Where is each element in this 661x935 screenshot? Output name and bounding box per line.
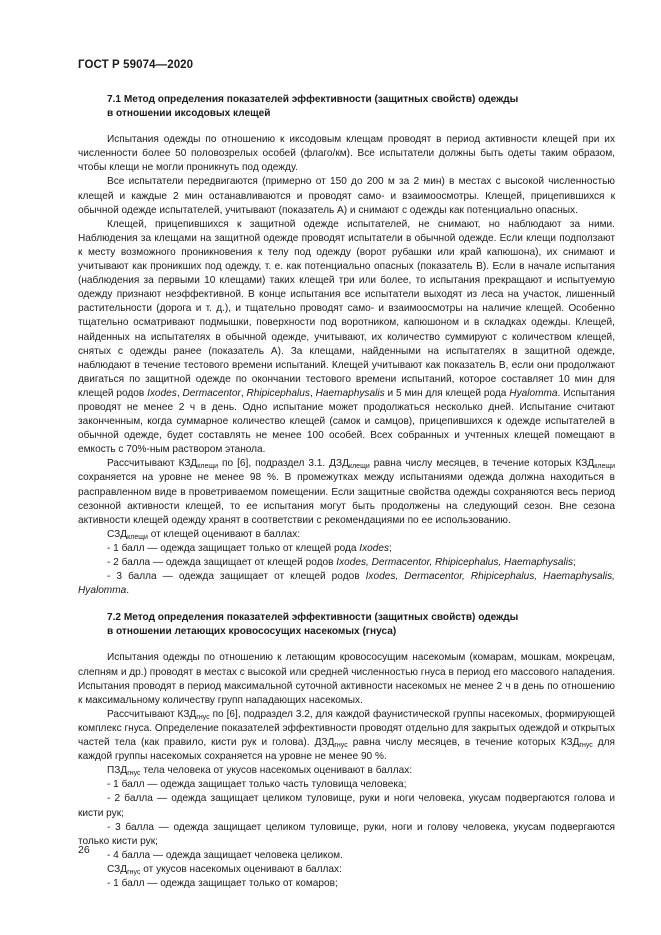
list-intro: $ПЗД_{гнус}$ тела человека от укусов насекомых оценивают в баллах: bbox=[107, 765, 413, 778]
paragraph: Рассчитывают $КЗД_{клещи}$ по [6], подраздел 3.1. $ДЗД_{клещи}$ равна числу месяцев, в течение которых $КЗД_{клещи}$ сохраняется на уровне не менее 98 %. В промежутках между испытаниями одежда должна находиться в расправленном виде в проветриваемом помещении. Если защитные свойства одежды сохраняются весь период сезонной активности клещей, то ее испытания могут быть продолжены на следующий сезон. Вне сезона активности клещей одежду хранят в соответствии с рекомендациями по ее использованию. bbox=[78, 458, 616, 526]
paragraph: Испытания одежды по отношению к летающим кровососущим насекомым (комарам, мошкам, мокрецам, слепням и др.) проводят в местах с высокой или средней численностью гнуса в период его массового нападения. Испытания проводят в период максимальной суточной активности насекомых не менее 2 ч в день по отношению к максимальному количеству групп нападающих насекомых. bbox=[78, 652, 615, 706]
section-7-2-heading: 7.2 Метод определения показателей эффективности (защитных свойств) одежды в отношении летающих кровососущих насекомых (гнуса) bbox=[107, 612, 519, 638]
paragraph: Клещей, прицепившихся к защитной одежде испытателей, не снимают, но наблюдают за ними. Наблюдения за клещами на защитной одежде проводят испытатели в обычной одежде. Если клещи подползают к месту возможного проникновения к телу под одежду (ворот рубашки или край капюшона), их снимают и учитывают как проникших под одежду, т. е. как потенциально опасных (показатель В). Если в начале испытания (наблюдения за первыми 10 клещами) таких клещей три или более, то испытания прекращают и испытуемую одежду признают неэффективной. В конце испытания все испытатели выходят из леса на участок, лишенный растительности (дорога и т. д.), и тщательно проводят само- и взаимоосмотры на наличие клещей. Особенно тщательно осматривают подмышки, поверхности под воротником, капюшоном и в складках одежды. Клещей, найденных на испытателях в обычной одежде, учитывают, их количество суммируют с количеством клещей, снятых с одежды ранее (показатель А). За клещами, найденными на испытателях в защитной одежде, наблюдают в течение тестового времени испытаний. Клещей учитывают как показатель В, если они продолжают двигаться по защитной одежде по окончании тестового времени испытаний, которое составляет 10 мин для клещей родов Ixodes, Dermacentor, Rhipicephalus, Haemaphysalis и 5 мин для клещей рода Hyalomma. Испытания проводят не менее 2 ч в день. Одно испытание может продолжаться несколько дней. Испытание считают законченным, когда суммарное количество клещей (самок и самцов), прицепившихся к одежде испытателей в обычной одежде, будет составлять не менее 100 особей. Всех собранных и учтенных клещей помещают в емкость с 70%-ным раствором этанола. bbox=[78, 218, 616, 456]
list-item: - 2 балла — одежда защищает целиком туловище, руки и ноги человека, укусам подвергаются голова и кисти рук; bbox=[78, 793, 615, 819]
list-item: - 1 балл — одежда защищает только от комаров; bbox=[107, 877, 338, 889]
list-intro: $СЗД_{гнус}$ от укусов насекомых оценивают в баллах: bbox=[107, 863, 342, 876]
section-7-1-heading: 7.1 Метод определения показателей эффективности (защитных свойств) одежды в отношении иксодовых клещей bbox=[107, 94, 519, 120]
list-item: - 3 балла — одежда защищает целиком туловище, руки, ноги и голову человека, укусам подвергаются только кисти рук; bbox=[78, 821, 615, 847]
list-item: - 4 балла — одежда защищает человека целиком. bbox=[107, 849, 343, 861]
list-item: - 2 балла — одежда защищает от клещей родов Ixodes, Dermacentor, Rhipicephalus, Haemaphysalis; bbox=[107, 557, 576, 568]
paragraph: Испытания одежды по отношению к иксодовым клещам проводят в период активности клещей при их численности более 50 половозрелых особей (флаго/км). Все испытатели должны быть одеты таким образом, чтобы клещи не могли проникнуть под одежду. bbox=[78, 134, 615, 174]
paragraph: Все испытатели передвигаются (примерно от 150 до 200 м за 2 мин) в местах с высокой численностью клещей и каждые 2 мин останавливаются и проводят само- и взаимоосмотры. Клещей, прицепившихся к обычной одежде испытателей, учитывают (показатель А) и снимают с одежды как потенциально опасных. bbox=[78, 176, 615, 216]
list-item: - 3 балла — одежда защищает от клещей родов Ixodes, Dermacentor, Rhipicephalus, Haemaphysalis, Hyalomma. bbox=[78, 571, 615, 597]
paragraph: Рассчитывают $КЗД_{гнус}$ по [6], подраздел 3.2, для каждой фаунистической группы насекомых, формирующей комплекс гнуса. Определение показателей эффективности проводят отдельно для закрытых одеждой и открытых частей тела (как правило, кисти рук и голова). $ДЗД_{гнус}$ равна числу месяцев, в течение которых $КЗД_{гнус}$ для каждой группы насекомых сохраняется на уровне не менее 90 %. bbox=[78, 708, 615, 763]
list-item: - 1 балл — одежда защищает только часть туловища человека; bbox=[107, 779, 407, 791]
page-number: 26 bbox=[78, 844, 90, 856]
list-item: - 1 балл — одежда защищает только от клещей рода Ixodes; bbox=[107, 542, 392, 554]
list-intro: $СЗД_{клещи}$ от клещей оценивают в баллах: bbox=[107, 528, 301, 541]
document-body bbox=[78, 93, 615, 891]
standard-id-header: ГОСТ Р 59074—2020 bbox=[78, 59, 194, 71]
